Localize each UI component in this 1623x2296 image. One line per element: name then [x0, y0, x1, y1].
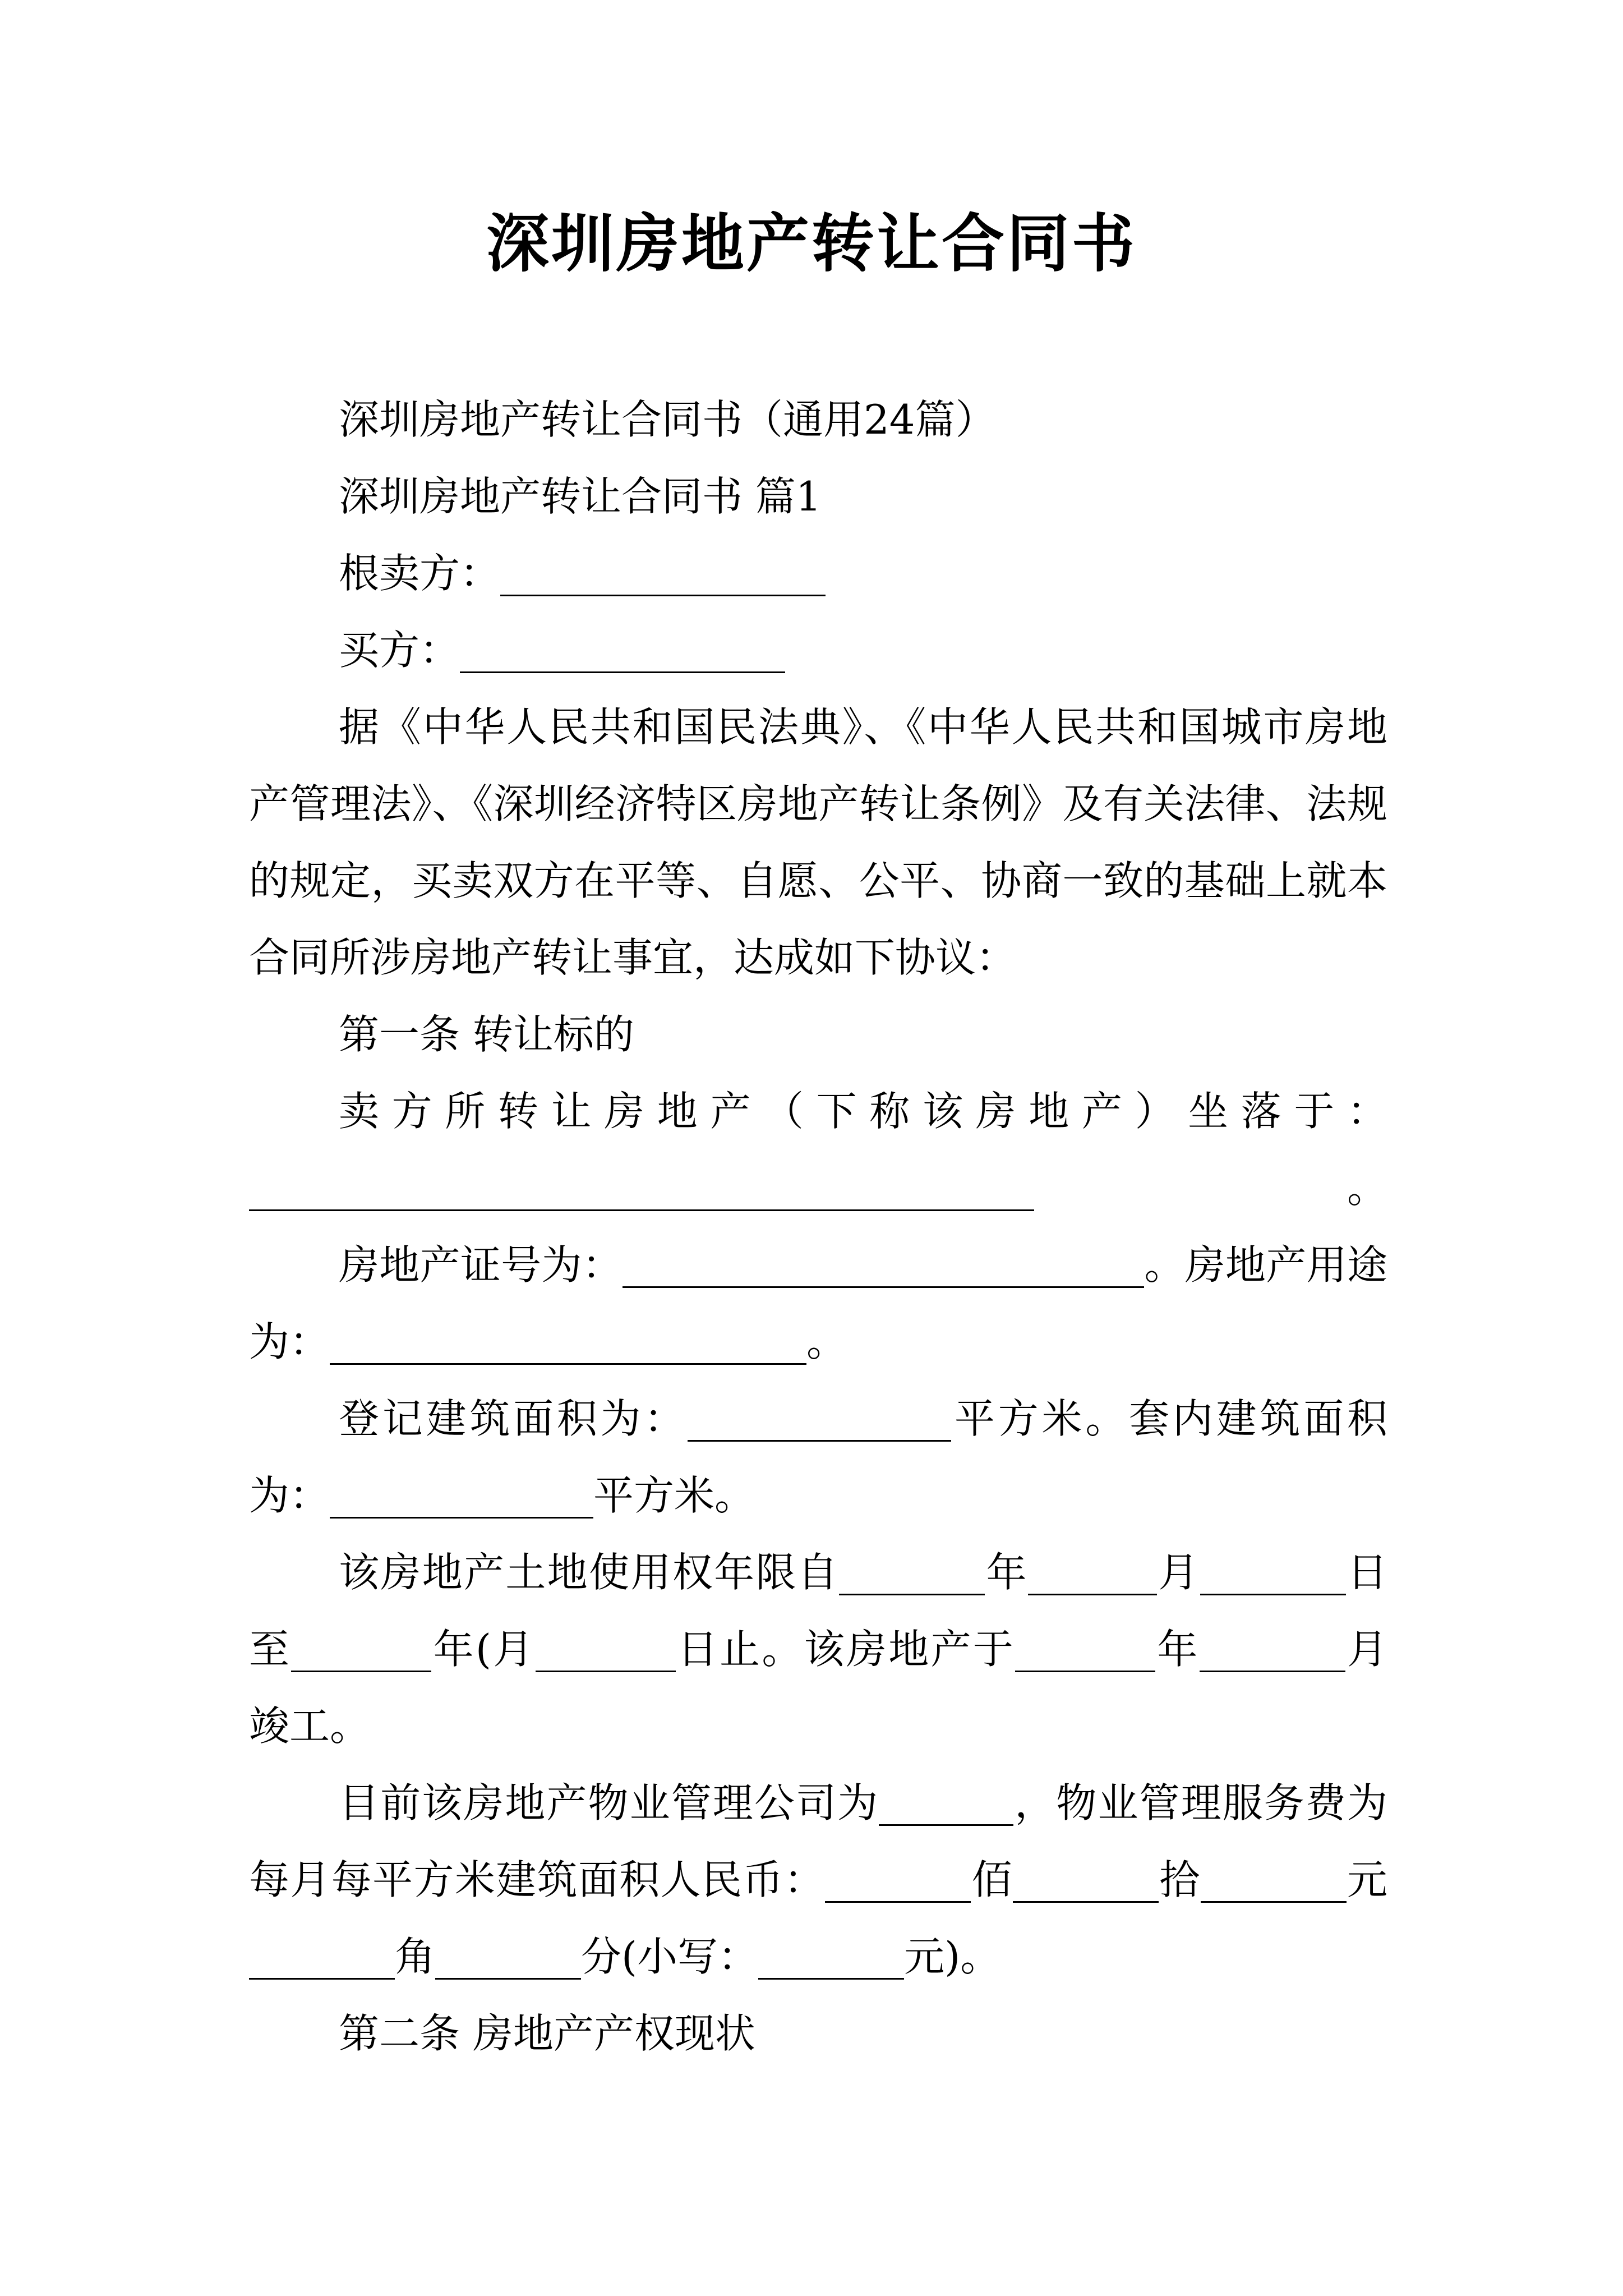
article2-heading: 第二条 房地产产权现状 — [339, 2010, 755, 2057]
location-end: 。 — [1034, 1165, 1387, 1212]
location-paragraph — [249, 1073, 1387, 1227]
end-year-blank — [291, 1630, 431, 1672]
land-use-t6: 日止。该房地产于 — [675, 1626, 1016, 1673]
area-label: 登记建筑面积为： — [339, 1395, 688, 1442]
fee-jiao-blank — [249, 1938, 395, 1980]
fee-fen-blank — [435, 1938, 581, 1980]
preamble-paragraph: 据《中华人民共和国民法典》、《中华人民共和国城市房地产管理法》、《深圳经济特区房地产转让条例》及有关法律、法规的规定，买卖双方在平等、自愿、公平、协商一致的基础上就本合同所涉房地产转让事宜，达成如下协议： — [249, 703, 1387, 981]
land-use-t7: 年 — [1155, 1626, 1200, 1673]
mgmt-company-blank — [879, 1784, 1013, 1826]
fee-hundreds-blank — [825, 1861, 971, 1903]
cert-label: 房地产证号为： — [339, 1241, 623, 1289]
location-blank — [249, 1169, 1034, 1211]
seller-blank — [500, 554, 826, 596]
article1-heading: 第一条 转让标的 — [339, 1011, 634, 1058]
start-day-blank — [1200, 1553, 1346, 1595]
mgmt-t3: 佰 — [971, 1856, 1013, 1903]
inner-area-blank — [330, 1476, 593, 1519]
mgmt-t8: 元)。 — [904, 1933, 1001, 1980]
mgmt-t5: 元 — [1346, 1856, 1387, 1903]
registered-area-blank — [688, 1400, 951, 1442]
location-text: 卖方所转让房地产（下称该房地产）坐落于： — [339, 1088, 1387, 1135]
subtitle: 深圳房地产转让合同书（通用24篇） — [339, 396, 996, 443]
usage-blank — [330, 1323, 806, 1365]
property-mgmt-paragraph — [249, 1765, 1387, 1995]
land-use-t5: 年(月 — [431, 1626, 536, 1673]
cert-number-blank — [623, 1246, 1144, 1288]
area-paragraph — [249, 1381, 1387, 1534]
document-title: 深圳房地产转让合同书 — [486, 207, 1137, 280]
mgmt-t1: 目前该房地产物业管理公司为 — [339, 1779, 879, 1826]
mgmt-t2: ，物业管理服务费为每月每平方米建筑面积人民币： — [249, 1779, 1387, 1903]
completion-year-blank — [1015, 1630, 1155, 1672]
land-use-t1: 该房地产土地使用权年限自 — [339, 1549, 840, 1596]
land-use-t4: 日至 — [249, 1549, 1387, 1673]
buyer-blank — [460, 631, 785, 673]
end-day-blank — [536, 1630, 676, 1672]
buyer-label: 买方： — [339, 627, 460, 674]
mgmt-t7: 分(小写： — [581, 1933, 759, 1980]
buyer-line — [249, 612, 1387, 689]
area-mid: 平方米。套内建筑面积为： — [249, 1395, 1387, 1519]
completion-month-blank — [1200, 1630, 1345, 1672]
document-body — [249, 381, 1387, 2072]
fee-yuan-blank — [1201, 1861, 1347, 1903]
area-end: 平方米。 — [593, 1472, 755, 1519]
fee-lowercase-blank — [758, 1938, 904, 1980]
cert-end: 。 — [806, 1318, 847, 1365]
land-use-t3: 月 — [1156, 1549, 1200, 1596]
seller-label: 根卖方： — [339, 550, 501, 597]
mgmt-t6: 角 — [395, 1933, 436, 1980]
land-use-t2: 年 — [985, 1549, 1028, 1596]
section-heading: 深圳房地产转让合同书 篇1 — [339, 473, 822, 520]
start-year-blank — [839, 1553, 985, 1595]
fee-tens-blank — [1013, 1861, 1159, 1903]
land-use-t8: 月竣工。 — [249, 1626, 1387, 1750]
land-use-paragraph — [249, 1534, 1387, 1765]
mgmt-t4: 拾 — [1158, 1856, 1201, 1903]
cert-paragraph — [249, 1227, 1387, 1381]
seller-line — [249, 535, 1387, 612]
cert-mid: 。房地产用途为： — [249, 1241, 1387, 1365]
start-month-blank — [1028, 1553, 1157, 1595]
